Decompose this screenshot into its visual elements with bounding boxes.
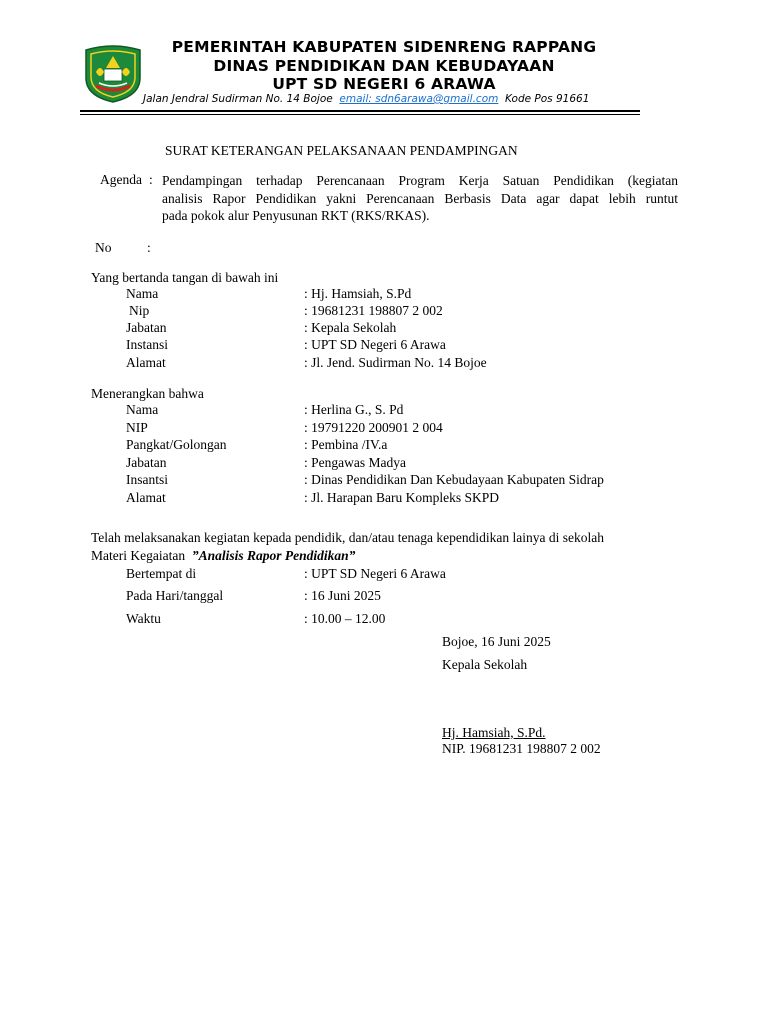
agenda-text	[162, 172, 678, 225]
venue-value: : UPT SD Negeri 6 Arawa	[304, 566, 446, 581]
time-value: : 10.00 – 12.00	[304, 611, 386, 626]
subject-name-label: Nama	[126, 402, 159, 417]
agenda-line-1: Pendampingan terhadap Perencanaan Program Kerja Satuan Pendidikan (kegiatan	[162, 173, 678, 188]
subject-position-value: : Pengawas Madya	[304, 455, 406, 470]
materi-line	[91, 548, 355, 564]
subject-rank-label: Pangkat/Golongan	[126, 437, 227, 452]
signer-position-label: Jabatan	[126, 320, 167, 335]
materi-value: ”Analisis Rapor Pendidikan”	[191, 548, 356, 563]
signature-nip: NIP. 19681231 198807 2 002	[442, 741, 601, 756]
subject-nip-label: NIP	[126, 420, 148, 435]
signer-institution-label: Instansi	[126, 337, 168, 352]
number-separator: :	[147, 240, 151, 255]
header-rule-thin	[80, 114, 640, 115]
header-address-line	[143, 93, 589, 105]
signature-position: Kepala Sekolah	[442, 657, 528, 672]
date-value: : 16 Juni 2025	[304, 588, 381, 603]
subject-nip-value: : 19791220 200901 2 004	[304, 420, 443, 435]
header-department: DINAS PENDIDIKAN DAN KEBUDAYAAN	[213, 57, 555, 75]
number-label: No	[95, 240, 112, 255]
subject-intro: Menerangkan bahwa	[91, 386, 204, 401]
subject-institution-label: Insantsi	[126, 472, 168, 487]
signer-address-label: Alamat	[126, 355, 166, 370]
agenda-line-3: pada pokok alur Penyusunan RKT (RKS/RKAS).	[162, 208, 430, 223]
signer-position-value: : Kepala Sekolah	[304, 320, 397, 335]
header-school: UPT SD NEGERI 6 ARAWA	[272, 75, 496, 93]
signer-name-label: Nama	[126, 286, 159, 301]
header-government: PEMERINTAH KABUPATEN SIDENRENG RAPPANG	[171, 38, 597, 56]
signer-name-value: : Hj. Hamsiah, S.Pd	[304, 286, 412, 301]
signer-nip-label: Nip	[129, 303, 150, 318]
subject-address-label: Alamat	[126, 490, 166, 505]
subject-position-label: Jabatan	[126, 455, 167, 470]
header-email-link[interactable]: email: sdn6arawa@gmail.com	[339, 93, 499, 105]
agenda-separator: :	[149, 172, 153, 187]
signature-place-date: Bojoe, 16 Juni 2025	[442, 634, 551, 649]
header-postcode: Kode Pos 91661	[505, 93, 590, 105]
header-address: Jalan Jendral Sudirman No. 14 Bojoe	[143, 93, 333, 105]
subject-address-value: : Jl. Harapan Baru Kompleks SKPD	[304, 490, 499, 505]
materi-label: Materi Kegaiatan	[91, 548, 186, 563]
date-label: Pada Hari/tanggal	[126, 588, 224, 603]
letter-title: SURAT KETERANGAN PELAKSANAAN PENDAMPINGAN	[165, 143, 518, 158]
signer-address-value: : Jl. Jend. Sudirman No. 14 Bojoe	[304, 355, 487, 370]
signature-name: Hj. Hamsiah, S.Pd.	[442, 725, 546, 740]
header-rule-thick	[80, 110, 640, 112]
venue-label: Bertempat di	[126, 566, 197, 581]
signer-intro: Yang bertanda tangan di bawah ini	[91, 270, 279, 285]
subject-rank-value: : Pembina /IV.a	[304, 437, 388, 452]
signer-nip-value: : 19681231 198807 2 002	[304, 303, 443, 318]
signer-institution-value: : UPT SD Negeri 6 Arawa	[304, 337, 446, 352]
agenda-line-2: analisis Rapor Pendidikan yakni Perencanaan Berbasis Data agar dapat lebih runtut	[162, 190, 678, 206]
time-label: Waktu	[126, 611, 161, 626]
subject-name-value: : Herlina G., S. Pd	[304, 402, 404, 417]
subject-institution-value: : Dinas Pendidikan Dan Kebudayaan Kabupaten Sidrap	[304, 472, 604, 487]
activity-statement: Telah melaksanakan kegiatan kepada pendidik, dan/atau tenaga kependidikan lainya di sekolah	[91, 530, 604, 545]
agenda-label: Agenda	[100, 172, 142, 187]
